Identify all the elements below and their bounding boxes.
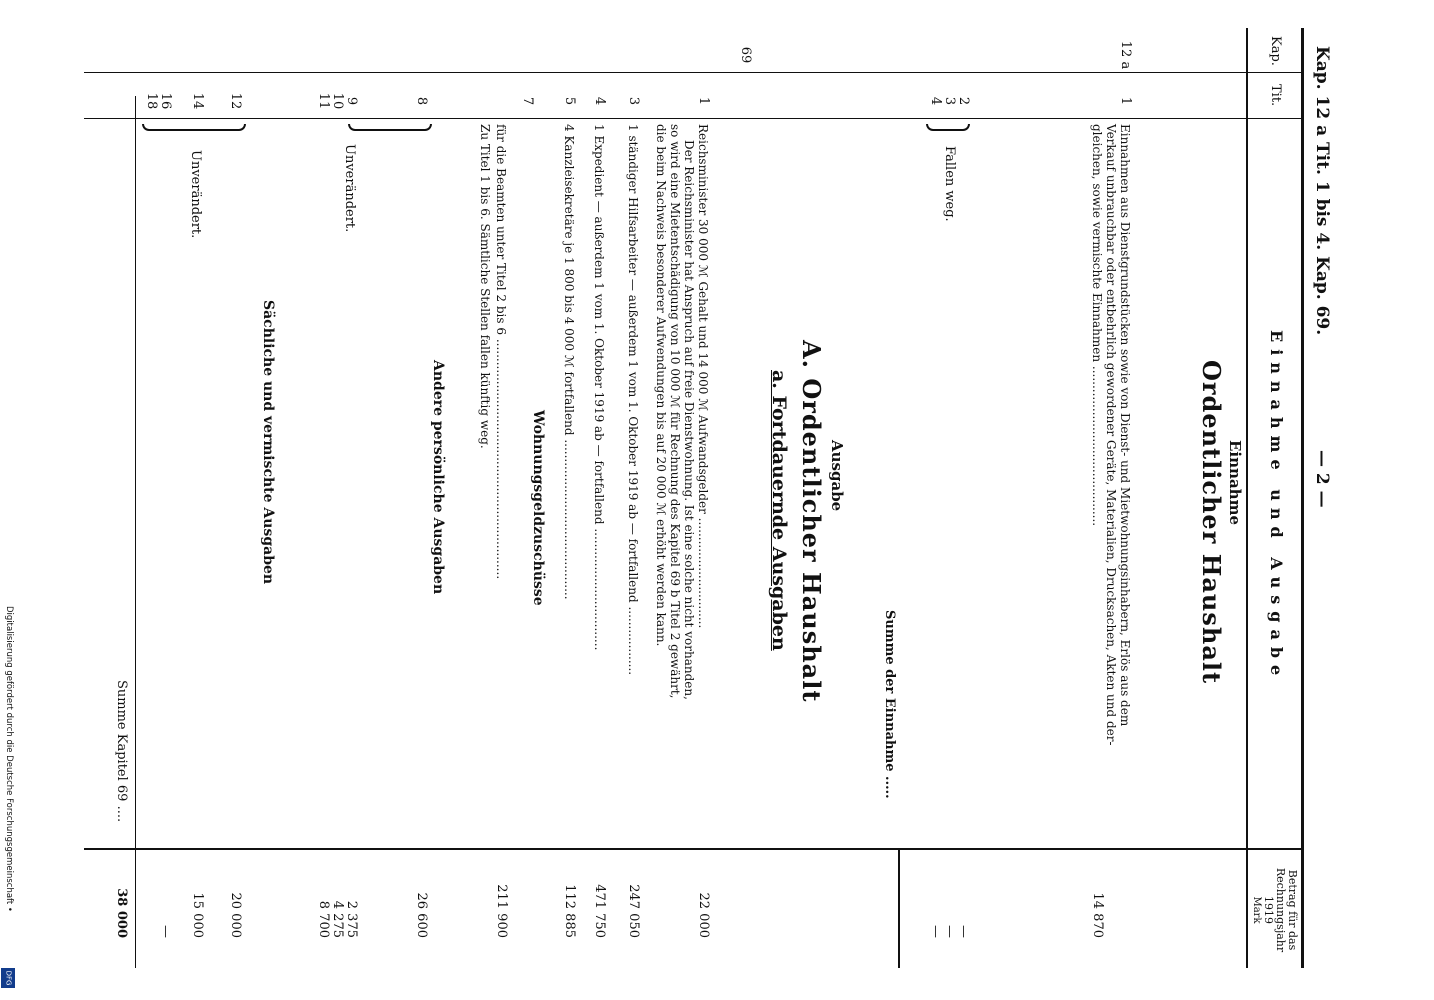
summe-kapitel-rule xyxy=(135,96,136,968)
amount-header-unit: Mark xyxy=(1251,896,1262,924)
andere-heading: Andere persönliche Ausgaben xyxy=(430,360,446,595)
tit-column-header: Tit. xyxy=(1268,84,1283,107)
einnahme-tit-4: 4 xyxy=(928,96,943,106)
dfg-logo xyxy=(1,968,15,988)
ausgabe-row10-amount: 4 275 xyxy=(330,900,345,938)
ausgabe-kap-number: 69 xyxy=(738,46,753,64)
ausgabe-tit-9: 9 xyxy=(344,96,359,106)
tit-column-divider xyxy=(84,118,1304,119)
ausgabe-row7-line1: für die Beamten unter Titel 2 bis 6 ............................................................... xyxy=(494,124,508,580)
ausgabe-tit-4: 4 xyxy=(592,96,607,106)
ausgabe-tit-11: 11 xyxy=(316,92,331,110)
page-title xyxy=(1267,330,1286,682)
ausgabe-row11-amount: 8 700 xyxy=(316,900,331,938)
einnahme-tit-1: 1 xyxy=(1118,96,1133,106)
page-number: — 2 — xyxy=(1312,450,1332,508)
ausgabe-row4-text: 1 Expedient — außerdem 1 vom 1. Oktober 1919 ab — fortfallend ................................ xyxy=(592,124,606,651)
ausgabe-tit-10: 10 xyxy=(330,92,345,110)
einnahme-tit-2: 2 xyxy=(956,96,971,106)
einnahme-row1-line1: Einnahmen aus Dienstgrundstücken sowie von Dienst- und Mietwohnungsinhabern, Erlös aus dem xyxy=(1118,124,1132,727)
ausgabe-row1-amount: 22 000 xyxy=(696,892,711,938)
ausgabe-row16-amount: — xyxy=(158,925,173,938)
unveraendert-brace-1 xyxy=(348,124,432,131)
top-rule xyxy=(1301,28,1304,968)
ausgabe-row7-line2: Zu Titel 1 bis 6. Sämtliche Stellen fallen künftig weg. xyxy=(478,124,492,449)
einnahme-dash-4: — xyxy=(928,925,943,938)
ausgabe-tit-5: 5 xyxy=(562,96,577,106)
ausgabe-row14-amount: 15 000 xyxy=(190,892,205,938)
saechliche-heading: Sächliche und vermischte Ausgaben xyxy=(260,300,276,585)
einnahme-brace xyxy=(926,124,970,131)
ausgabe-row5-text: 4 Kanzleisekretäre je 1 800 bis 4 000 ℳ fortfallend .......................................... xyxy=(562,124,576,600)
ausgabe-row9-amount: 2 375 xyxy=(344,900,359,938)
ausgabe-row1-line4: die beim Nachweis besonderer Aufwendungen bis auf 20 000 ℳ erhöht werden kann. xyxy=(654,124,668,647)
dfg-logo-text: DFG xyxy=(4,970,13,986)
ausgabe-tit-3: 3 xyxy=(626,96,641,106)
einnahme-summe-rule xyxy=(898,850,900,968)
ausgabe-tit-1: 1 xyxy=(696,96,711,106)
ausgabe-tit-16: 16 xyxy=(158,92,173,110)
amount-column-header xyxy=(1250,860,1298,960)
summe-kapitel-label: Summe Kapitel 69 .... xyxy=(114,680,129,823)
kap-column-divider xyxy=(84,72,1304,73)
running-header-left: Kap. 12 a Tit. 1 bis 4. Kap. 69. xyxy=(1312,46,1332,336)
ausgabe-row1-line3: so wird eine Mietentschädigung von 10 000 ℳ für Rechnung des Kapitel 69 b Titel 2 gewährt, xyxy=(668,124,682,699)
einnahme-row1-line2: Verkauf unbrauchbar oder entbehrlich gewordener Geräte, Materialien, Drucksachen, Akten und der- xyxy=(1104,124,1118,746)
ausgabe-tit-8: 8 xyxy=(414,96,429,106)
amount-header-label: Betrag für das Rechnungsjahr 1919 xyxy=(1262,867,1299,953)
ausgabe-row7-amount: 211 900 xyxy=(494,884,509,938)
rotated-document-page xyxy=(76,0,1366,1000)
ausgabe-row5-amount: 112 885 xyxy=(562,884,577,938)
einnahme-heading: Einnahme xyxy=(1226,440,1244,525)
kap-column-header: Kap. xyxy=(1268,36,1283,66)
ausgabe-section-a-sub: a. Fortdauernde Ausgaben xyxy=(768,370,790,651)
wohnungsgeld-heading: Wohnungsgeldzuschüsse xyxy=(530,410,546,606)
ausgabe-heading: Ausgabe xyxy=(828,440,846,512)
unveraendert-2: Unverändert. xyxy=(188,150,203,239)
ausgabe-row8-amount: 26 600 xyxy=(414,892,429,938)
ausgabe-row12-amount: 20 000 xyxy=(228,892,243,938)
ausgabe-row1-line2: Der Reichsminister hat Anspruch auf freie Dienstwohnung. Ist eine solche nicht vorhanden, xyxy=(682,140,696,700)
page-title-text: Einnahme und Ausgabe xyxy=(1267,330,1286,683)
ausgabe-row1-line1: Reichsminister 30 000 ℳ Gehalt und 14 000 ℳ Aufwandsgelder ............................. xyxy=(696,124,710,629)
ausgabe-tit-18: 18 xyxy=(144,92,159,110)
ausgabe-tit-12: 12 xyxy=(228,92,243,110)
einnahme-dash-2: — xyxy=(956,925,971,938)
einnahme-summe: Summe der Einnahme ..... xyxy=(882,610,897,799)
einnahme-row1-amount: 14 870 xyxy=(1090,892,1105,938)
einnahme-row1-line3: gleichen, sowie vermischte Einnahmen .......................................... xyxy=(1090,124,1104,527)
ausgabe-row4-amount: 471 750 xyxy=(592,884,607,938)
dfg-watermark-text: Digitalisierung gefördert durch die Deutsche Forschungsgemeinschaft • xyxy=(4,606,14,912)
einnahme-kap-number: 12 a xyxy=(1118,40,1133,70)
header-rule xyxy=(1246,28,1248,968)
einnahme-tit-3: 3 xyxy=(942,96,957,106)
einnahme-dash-3: — xyxy=(942,925,957,938)
einnahme-section-title: Ordentlicher Haushalt xyxy=(1197,360,1226,685)
ausgabe-row3-amount: 247 050 xyxy=(626,884,641,938)
einnahme-fallen-weg: Fallen weg. xyxy=(942,146,957,222)
ausgabe-section-a: A. Ordentlicher Haushalt xyxy=(797,340,826,703)
unveraendert-1: Unverändert. xyxy=(342,144,357,233)
amount-column-divider xyxy=(84,848,1304,850)
unveraendert-brace-2 xyxy=(142,124,246,131)
summe-kapitel-amount: 38 000 xyxy=(114,888,129,938)
ausgabe-tit-7: 7 xyxy=(520,96,535,106)
dfg-watermark xyxy=(2,606,16,996)
ausgabe-tit-14: 14 xyxy=(190,92,205,110)
ausgabe-row3-text: 1 ständiger Hilfsarbeiter — außerdem 1 vom 1. Oktober 1919 ab — fortfallend .................. xyxy=(626,124,640,676)
